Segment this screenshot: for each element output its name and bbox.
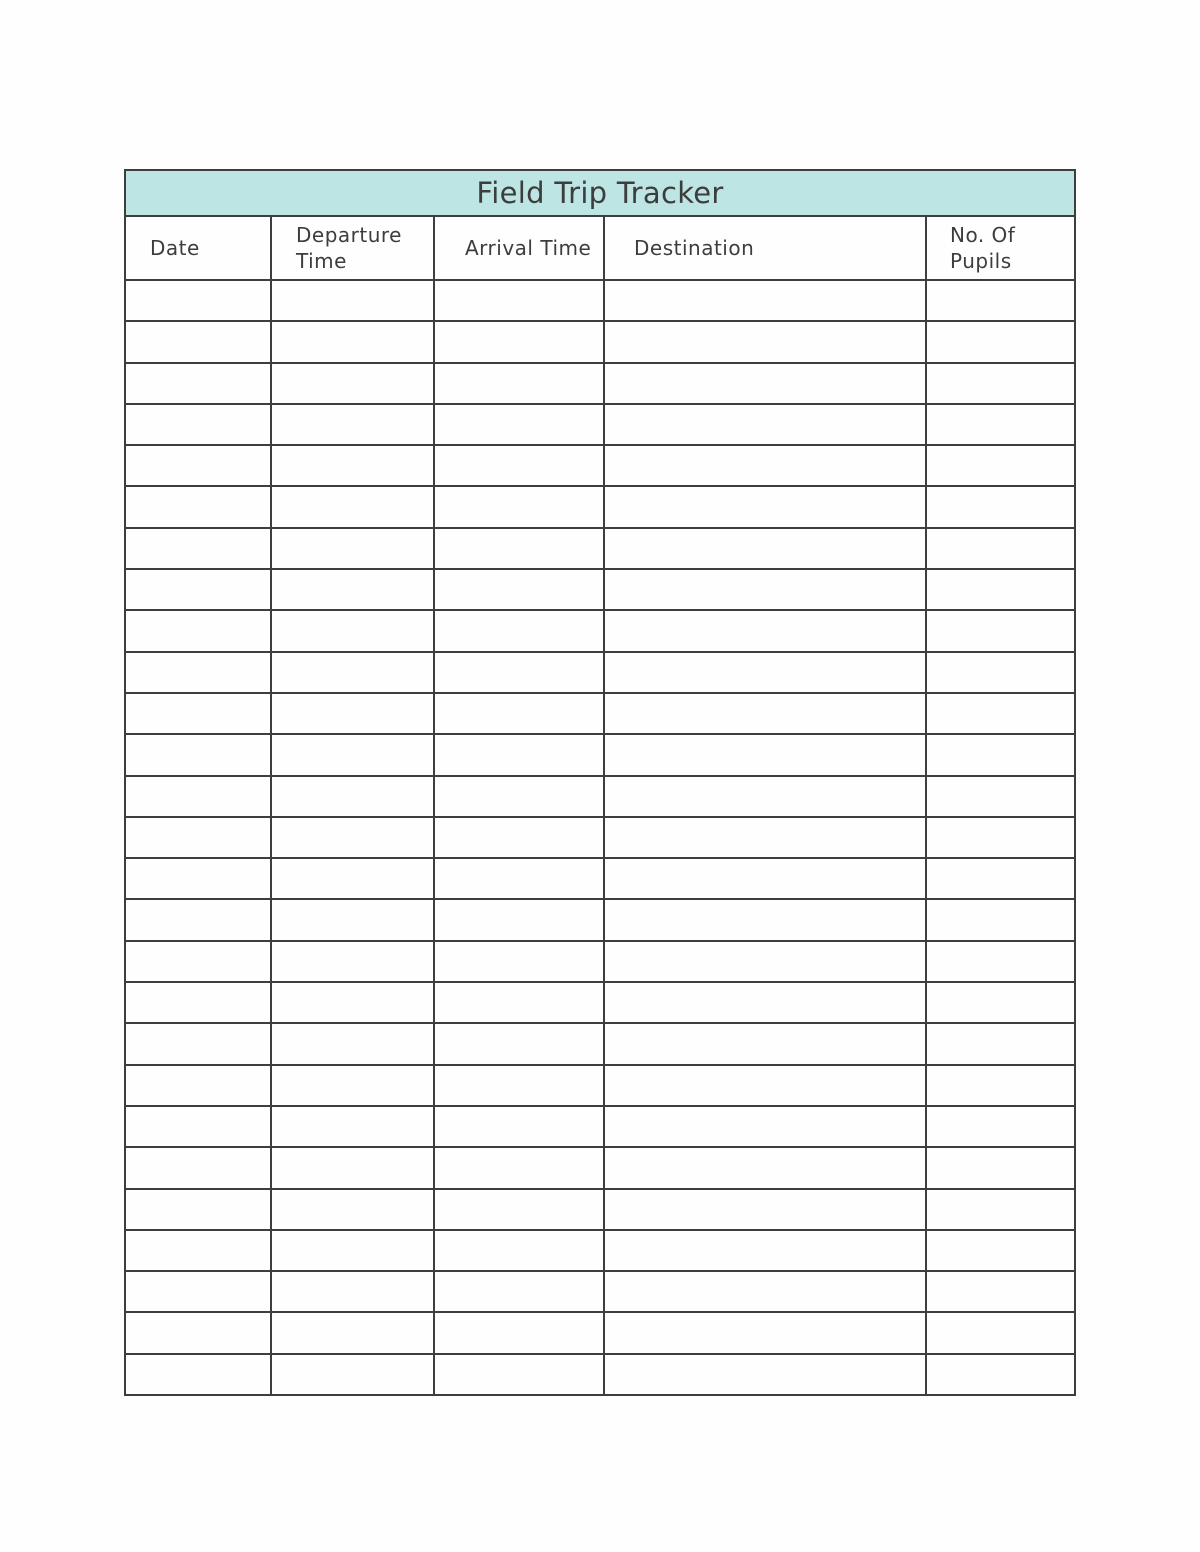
cell-arrival-time[interactable] xyxy=(434,941,604,982)
cell-no-of-pupils[interactable] xyxy=(926,858,1075,899)
header-line: Arrival Time xyxy=(465,236,592,260)
cell-no-of-pupils[interactable] xyxy=(926,1354,1075,1395)
cell-arrival-time[interactable] xyxy=(434,1023,604,1064)
column-header-arrival-time xyxy=(434,216,604,280)
cell-departure-time[interactable] xyxy=(271,734,434,775)
cell-destination[interactable] xyxy=(604,1189,926,1230)
cell-destination[interactable] xyxy=(604,858,926,899)
cell-date[interactable] xyxy=(125,652,271,693)
table-row xyxy=(125,569,1075,610)
cell-arrival-time[interactable] xyxy=(434,1230,604,1271)
cell-no-of-pupils[interactable] xyxy=(926,1230,1075,1271)
cell-destination[interactable] xyxy=(604,321,926,362)
column-header-no-of-pupils xyxy=(926,216,1075,280)
cell-departure-time[interactable] xyxy=(271,280,434,321)
cell-departure-time[interactable] xyxy=(271,858,434,899)
table-row xyxy=(125,486,1075,527)
cell-arrival-time[interactable] xyxy=(434,899,604,940)
header-line: Departure xyxy=(296,223,402,247)
cell-no-of-pupils[interactable] xyxy=(926,1106,1075,1147)
table-row xyxy=(125,776,1075,817)
table-row xyxy=(125,858,1075,899)
cell-destination[interactable] xyxy=(604,1023,926,1064)
cell-arrival-time[interactable] xyxy=(434,1354,604,1395)
cell-no-of-pupils[interactable] xyxy=(926,652,1075,693)
cell-departure-time[interactable] xyxy=(271,486,434,527)
cell-no-of-pupils[interactable] xyxy=(926,280,1075,321)
cell-departure-time[interactable] xyxy=(271,1106,434,1147)
cell-destination[interactable] xyxy=(604,1147,926,1188)
table-row xyxy=(125,1023,1075,1064)
table-row xyxy=(125,693,1075,734)
cell-arrival-time[interactable] xyxy=(434,858,604,899)
table-row xyxy=(125,1065,1075,1106)
cell-destination[interactable] xyxy=(604,363,926,404)
table-row xyxy=(125,280,1075,321)
table-row xyxy=(125,1189,1075,1230)
table-row xyxy=(125,982,1075,1023)
cell-date[interactable] xyxy=(125,528,271,569)
cell-no-of-pupils[interactable] xyxy=(926,1147,1075,1188)
cell-no-of-pupils[interactable] xyxy=(926,486,1075,527)
table-row xyxy=(125,941,1075,982)
cell-destination[interactable] xyxy=(604,610,926,651)
table-row xyxy=(125,1271,1075,1312)
cell-departure-time[interactable] xyxy=(271,610,434,651)
cell-departure-time[interactable] xyxy=(271,404,434,445)
cell-date[interactable] xyxy=(125,445,271,486)
cell-arrival-time[interactable] xyxy=(434,1147,604,1188)
cell-destination[interactable] xyxy=(604,652,926,693)
cell-destination[interactable] xyxy=(604,569,926,610)
cell-departure-time[interactable] xyxy=(271,1230,434,1271)
cell-arrival-time[interactable] xyxy=(434,569,604,610)
cell-arrival-time[interactable] xyxy=(434,734,604,775)
cell-arrival-time[interactable] xyxy=(434,776,604,817)
table-row xyxy=(125,1230,1075,1271)
cell-arrival-time[interactable] xyxy=(434,652,604,693)
cell-destination[interactable] xyxy=(604,445,926,486)
cell-date[interactable] xyxy=(125,1147,271,1188)
cell-no-of-pupils[interactable] xyxy=(926,1189,1075,1230)
cell-date[interactable] xyxy=(125,1312,271,1353)
cell-no-of-pupils[interactable] xyxy=(926,569,1075,610)
cell-arrival-time[interactable] xyxy=(434,321,604,362)
cell-departure-time[interactable] xyxy=(271,941,434,982)
cell-date[interactable] xyxy=(125,1354,271,1395)
cell-departure-time[interactable] xyxy=(271,569,434,610)
cell-no-of-pupils[interactable] xyxy=(926,610,1075,651)
cell-departure-time[interactable] xyxy=(271,776,434,817)
field-trip-table xyxy=(124,169,1076,1396)
header-line: Destination xyxy=(634,236,755,260)
cell-destination[interactable] xyxy=(604,1271,926,1312)
cell-date[interactable] xyxy=(125,941,271,982)
table-row xyxy=(125,528,1075,569)
table-row xyxy=(125,404,1075,445)
cell-destination[interactable] xyxy=(604,982,926,1023)
cell-no-of-pupils[interactable] xyxy=(926,1312,1075,1353)
cell-departure-time[interactable] xyxy=(271,817,434,858)
table-row xyxy=(125,321,1075,362)
cell-destination[interactable] xyxy=(604,528,926,569)
table-body xyxy=(125,280,1075,1395)
cell-departure-time[interactable] xyxy=(271,1023,434,1064)
cell-no-of-pupils[interactable] xyxy=(926,899,1075,940)
cell-no-of-pupils[interactable] xyxy=(926,941,1075,982)
table-row xyxy=(125,817,1075,858)
cell-destination[interactable] xyxy=(604,1312,926,1353)
table-row xyxy=(125,445,1075,486)
cell-destination[interactable] xyxy=(604,1230,926,1271)
cell-arrival-time[interactable] xyxy=(434,528,604,569)
cell-arrival-time[interactable] xyxy=(434,1271,604,1312)
cell-no-of-pupils[interactable] xyxy=(926,734,1075,775)
cell-date[interactable] xyxy=(125,1023,271,1064)
cell-date[interactable] xyxy=(125,363,271,404)
cell-arrival-time[interactable] xyxy=(434,486,604,527)
cell-date[interactable] xyxy=(125,1106,271,1147)
cell-destination[interactable] xyxy=(604,280,926,321)
cell-destination[interactable] xyxy=(604,1354,926,1395)
cell-no-of-pupils[interactable] xyxy=(926,1271,1075,1312)
header-line: Date xyxy=(150,236,200,260)
cell-departure-time[interactable] xyxy=(271,445,434,486)
header-line: Pupils xyxy=(950,249,1012,273)
cell-no-of-pupils[interactable] xyxy=(926,982,1075,1023)
cell-departure-time[interactable] xyxy=(271,899,434,940)
cell-destination[interactable] xyxy=(604,734,926,775)
cell-date[interactable] xyxy=(125,817,271,858)
cell-no-of-pupils[interactable] xyxy=(926,1023,1075,1064)
cell-departure-time[interactable] xyxy=(271,1312,434,1353)
cell-arrival-time[interactable] xyxy=(434,1065,604,1106)
table-row xyxy=(125,1106,1075,1147)
table-row xyxy=(125,734,1075,775)
table-row xyxy=(125,1147,1075,1188)
cell-destination[interactable] xyxy=(604,817,926,858)
cell-date[interactable] xyxy=(125,610,271,651)
cell-date[interactable] xyxy=(125,569,271,610)
cell-departure-time[interactable] xyxy=(271,1147,434,1188)
column-header-date xyxy=(125,216,271,280)
cell-no-of-pupils[interactable] xyxy=(926,817,1075,858)
table-row xyxy=(125,1354,1075,1395)
cell-arrival-time[interactable] xyxy=(434,1189,604,1230)
cell-no-of-pupils[interactable] xyxy=(926,321,1075,362)
cell-date[interactable] xyxy=(125,776,271,817)
header-line: No. Of xyxy=(950,223,1016,247)
cell-departure-time[interactable] xyxy=(271,1065,434,1106)
cell-departure-time[interactable] xyxy=(271,982,434,1023)
cell-date[interactable] xyxy=(125,899,271,940)
cell-departure-time[interactable] xyxy=(271,652,434,693)
cell-destination[interactable] xyxy=(604,404,926,445)
cell-arrival-time[interactable] xyxy=(434,610,604,651)
cell-arrival-time[interactable] xyxy=(434,280,604,321)
cell-date[interactable] xyxy=(125,693,271,734)
cell-departure-time[interactable] xyxy=(271,1271,434,1312)
cell-date[interactable] xyxy=(125,404,271,445)
cell-no-of-pupils[interactable] xyxy=(926,776,1075,817)
cell-no-of-pupils[interactable] xyxy=(926,528,1075,569)
cell-departure-time[interactable] xyxy=(271,1354,434,1395)
cell-arrival-time[interactable] xyxy=(434,982,604,1023)
cell-no-of-pupils[interactable] xyxy=(926,445,1075,486)
cell-arrival-time[interactable] xyxy=(434,404,604,445)
cell-arrival-time[interactable] xyxy=(434,1106,604,1147)
cell-date[interactable] xyxy=(125,1189,271,1230)
cell-arrival-time[interactable] xyxy=(434,693,604,734)
page-title: Field Trip Tracker xyxy=(125,170,1075,216)
cell-arrival-time[interactable] xyxy=(434,363,604,404)
cell-date[interactable] xyxy=(125,734,271,775)
cell-destination[interactable] xyxy=(604,899,926,940)
cell-departure-time[interactable] xyxy=(271,693,434,734)
cell-destination[interactable] xyxy=(604,693,926,734)
cell-arrival-time[interactable] xyxy=(434,1312,604,1353)
cell-date[interactable] xyxy=(125,1230,271,1271)
cell-destination[interactable] xyxy=(604,776,926,817)
cell-no-of-pupils[interactable] xyxy=(926,693,1075,734)
cell-date[interactable] xyxy=(125,1271,271,1312)
cell-destination[interactable] xyxy=(604,1106,926,1147)
cell-departure-time[interactable] xyxy=(271,321,434,362)
cell-date[interactable] xyxy=(125,280,271,321)
cell-departure-time[interactable] xyxy=(271,1189,434,1230)
column-header-destination xyxy=(604,216,926,280)
cell-date[interactable] xyxy=(125,1065,271,1106)
cell-arrival-time[interactable] xyxy=(434,445,604,486)
cell-no-of-pupils[interactable] xyxy=(926,404,1075,445)
table-row xyxy=(125,610,1075,651)
cell-destination[interactable] xyxy=(604,941,926,982)
cell-departure-time[interactable] xyxy=(271,528,434,569)
cell-date[interactable] xyxy=(125,858,271,899)
cell-destination[interactable] xyxy=(604,486,926,527)
cell-no-of-pupils[interactable] xyxy=(926,1065,1075,1106)
cell-departure-time[interactable] xyxy=(271,363,434,404)
cell-date[interactable] xyxy=(125,486,271,527)
header-line: Time xyxy=(296,249,347,273)
cell-date[interactable] xyxy=(125,982,271,1023)
cell-arrival-time[interactable] xyxy=(434,817,604,858)
cell-no-of-pupils[interactable] xyxy=(926,363,1075,404)
column-header-departure-time xyxy=(271,216,434,280)
table-row xyxy=(125,899,1075,940)
table-row xyxy=(125,363,1075,404)
cell-date[interactable] xyxy=(125,321,271,362)
field-trip-tracker-sheet xyxy=(124,169,1074,1396)
table-row xyxy=(125,1312,1075,1353)
table-row xyxy=(125,652,1075,693)
cell-destination[interactable] xyxy=(604,1065,926,1106)
